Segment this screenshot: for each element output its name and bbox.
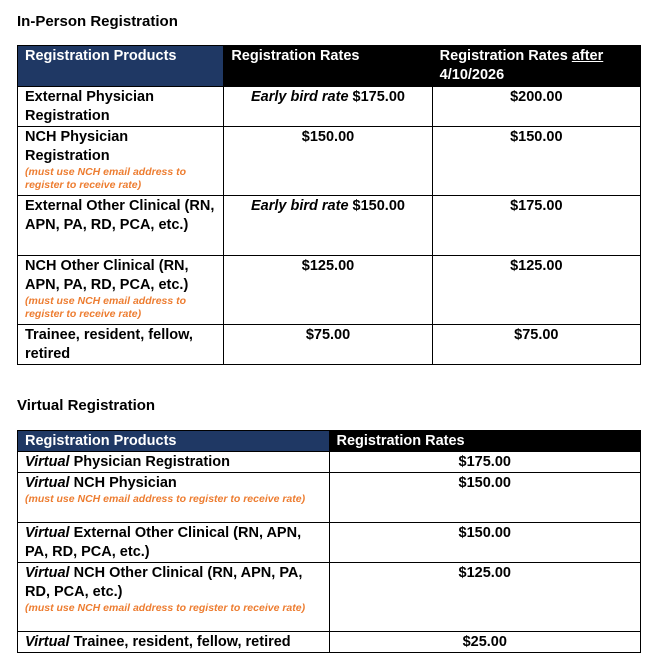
product-cell: [18, 473, 330, 523]
table-row: [18, 325, 641, 365]
product-label: NCH Physician Registration: [25, 129, 129, 164]
rate-cell: $125.00: [224, 256, 432, 325]
product-cell: [18, 632, 330, 653]
virtual-prefix: Virtual: [25, 525, 70, 541]
rate-value: $175.00: [352, 89, 405, 105]
table-row: [18, 196, 641, 256]
virtual-heading: Virtual Registration: [17, 397, 156, 414]
virtual-prefix: Virtual: [25, 634, 70, 650]
table-row: [18, 563, 641, 632]
rate-after-cell: $150.00: [432, 127, 640, 196]
rate-cell: $150.00: [329, 523, 641, 563]
in-person-rates-table: [17, 45, 641, 365]
header-products: Registration Products: [18, 46, 224, 87]
product-note: (must use NCH email address to register to receive rate): [25, 602, 306, 614]
product-cell: Trainee, resident, fellow, retired: [18, 325, 224, 365]
rate-cell: $150.00: [224, 127, 432, 196]
rate-cell: $125.00: [329, 563, 641, 632]
rate-prefix: Early bird rate: [251, 198, 349, 214]
rate-prefix: Early bird rate: [251, 89, 349, 105]
product-label: NCH Other Clinical (RN, APN, PA, RD, PCA, etc.): [25, 565, 303, 600]
header-after-date: 4/10/2026: [439, 67, 505, 83]
product-label: NCH Other Clinical (RN, APN, PA, RD, PCA, etc.): [25, 258, 189, 293]
product-cell: External Physician Registration: [18, 87, 224, 127]
product-cell: [18, 563, 330, 632]
rate-cell: $175.00: [329, 452, 641, 473]
header-after-underlined: after: [571, 48, 604, 64]
table-row: [18, 87, 641, 127]
product-cell: [18, 127, 224, 196]
table-row: [18, 523, 641, 563]
rate-cell: [224, 196, 432, 256]
product-cell: [18, 452, 330, 473]
header-products: Registration Products: [18, 431, 330, 452]
table-row: [18, 256, 641, 325]
rate-cell: [224, 87, 432, 127]
table-header-row: [18, 46, 641, 87]
rate-cell: $25.00: [329, 632, 641, 653]
table-row: [18, 632, 641, 653]
product-cell: External Other Clinical (RN, APN, PA, RD, PCA, etc.): [18, 196, 224, 256]
table-row: [18, 452, 641, 473]
virtual-prefix: Virtual: [25, 475, 70, 491]
rate-after-cell: $175.00: [432, 196, 640, 256]
virtual-prefix: Virtual: [25, 565, 70, 581]
rate-after-cell: $200.00: [432, 87, 640, 127]
product-cell: [18, 523, 330, 563]
product-cell: [18, 256, 224, 325]
rate-value: $150.00: [352, 198, 405, 214]
virtual-prefix: Virtual: [25, 454, 70, 470]
table-row: [18, 473, 641, 523]
header-after-prefix: Registration Rates: [439, 48, 572, 64]
product-note: (must use NCH email address to register to receive rate): [25, 295, 187, 320]
rate-after-cell: $75.00: [432, 325, 640, 365]
in-person-heading: In-Person Registration: [17, 13, 178, 30]
rate-cell: $150.00: [329, 473, 641, 523]
product-note: (must use NCH email address to register to receive rate): [25, 166, 187, 191]
product-label: External Other Clinical (RN, APN, PA, RD, PCA, etc.): [25, 525, 302, 560]
product-note: (must use NCH email address to register to receive rate): [25, 493, 306, 505]
header-rates: Registration Rates: [224, 46, 432, 87]
rate-after-cell: $125.00: [432, 256, 640, 325]
table-header-row: [18, 431, 641, 452]
product-label: Trainee, resident, fellow, retired: [73, 634, 291, 650]
table-row: [18, 127, 641, 196]
virtual-rates-table: [17, 430, 641, 653]
header-rates: Registration Rates: [329, 431, 641, 452]
rate-cell: $75.00: [224, 325, 432, 365]
product-label: NCH Physician: [73, 475, 177, 491]
header-rates-after: [432, 46, 640, 87]
product-label: Physician Registration: [73, 454, 230, 470]
